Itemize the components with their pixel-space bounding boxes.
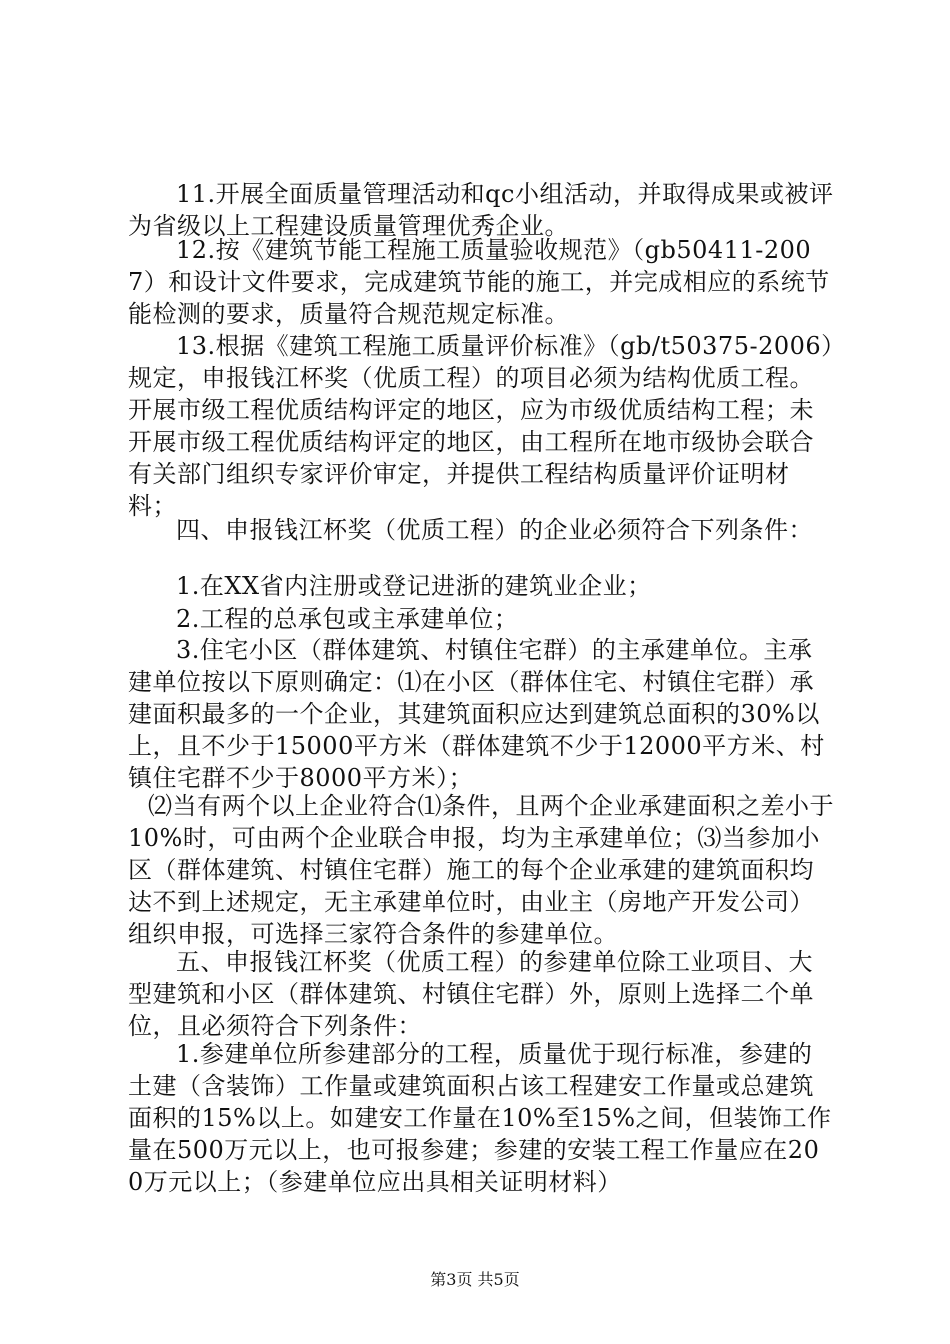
section-five-heading: 五、申报钱江杯奖（优质工程）的参建单位除工业项目、大型建筑和小区（群体建筑、村镇住宅群）外，原则上选择二个单位，且必须符合下列条件： — [128, 948, 814, 1040]
condition-item-3-continued: ⑵当有两个以上企业符合⑴条件，且两个企业承建面积之差小于10%时，可由两个企业联合申报，均为主承建单位；⑶当参加小区（群体建筑、村镇住宅群）施工的每个企业承建的建筑面积均达不到上述规定，无主承建单位时，由业主（房地产开发公司）组织申报，可选择三家符合条件的参建单位。 — [128, 792, 834, 948]
condition-item-2: 2.工程的总承包或主承建单位； — [176, 605, 519, 633]
paragraph-item-12: 12.按《建筑节能工程施工质量验收规范》（gb50411-2007）和设计文件要求，完成建筑节能的施工，并完成相应的系统节能检测的要求，质量符合规范规定标准。 — [128, 236, 830, 328]
participant-condition-1: 1.参建单位所参建部分的工程，质量优于现行标准，参建的土建（含装饰）工作量或建筑面积占该工程建安工作量或总建筑面积的15%以上。如建安工作量在10%至15%之间，但装饰工作量在500万元以上，也可报参建；参建的安装工程工作量应在200万元以上；（参建单位应出具相关证明材料） — [128, 1040, 832, 1196]
condition-item-1: 1.在XX省内注册或登记进浙的建筑业企业； — [176, 572, 652, 600]
condition-item-3: 3.住宅小区（群体建筑、村镇住宅群）的主承建单位。主承建单位按以下原则确定：⑴在小区（群体住宅、村镇住宅群）承建面积最多的一个企业，其建筑面积应达到建筑总面积的30%以上，且不少于15000平方米（群体建筑不少于12000平方米、村镇住宅群不少于8000平方米）； — [128, 636, 825, 792]
paragraph-item-13: 13.根据《建筑工程施工质量评价标准》（gb/t50375-2006）规定，申报钱江杯奖（优质工程）的项目必须为结构优质工程。开展市级工程优质结构评定的地区，应为市级优质结构工程；未开展市级工程优质结构评定的地区，由工程所在地市级协会联合有关部门组织专家评价审定，并提供工程结构质量评价证明材料； — [128, 332, 834, 520]
section-four-heading: 四、申报钱江杯奖（优质工程）的企业必须符合下列条件： — [176, 516, 813, 544]
paragraph-item-11: 11.开展全面质量管理活动和qc小组活动，并取得成果或被评为省级以上工程建设质量管理优秀企业。 — [128, 180, 834, 240]
page-footer: 第3页 共5页 — [430, 1270, 520, 1289]
